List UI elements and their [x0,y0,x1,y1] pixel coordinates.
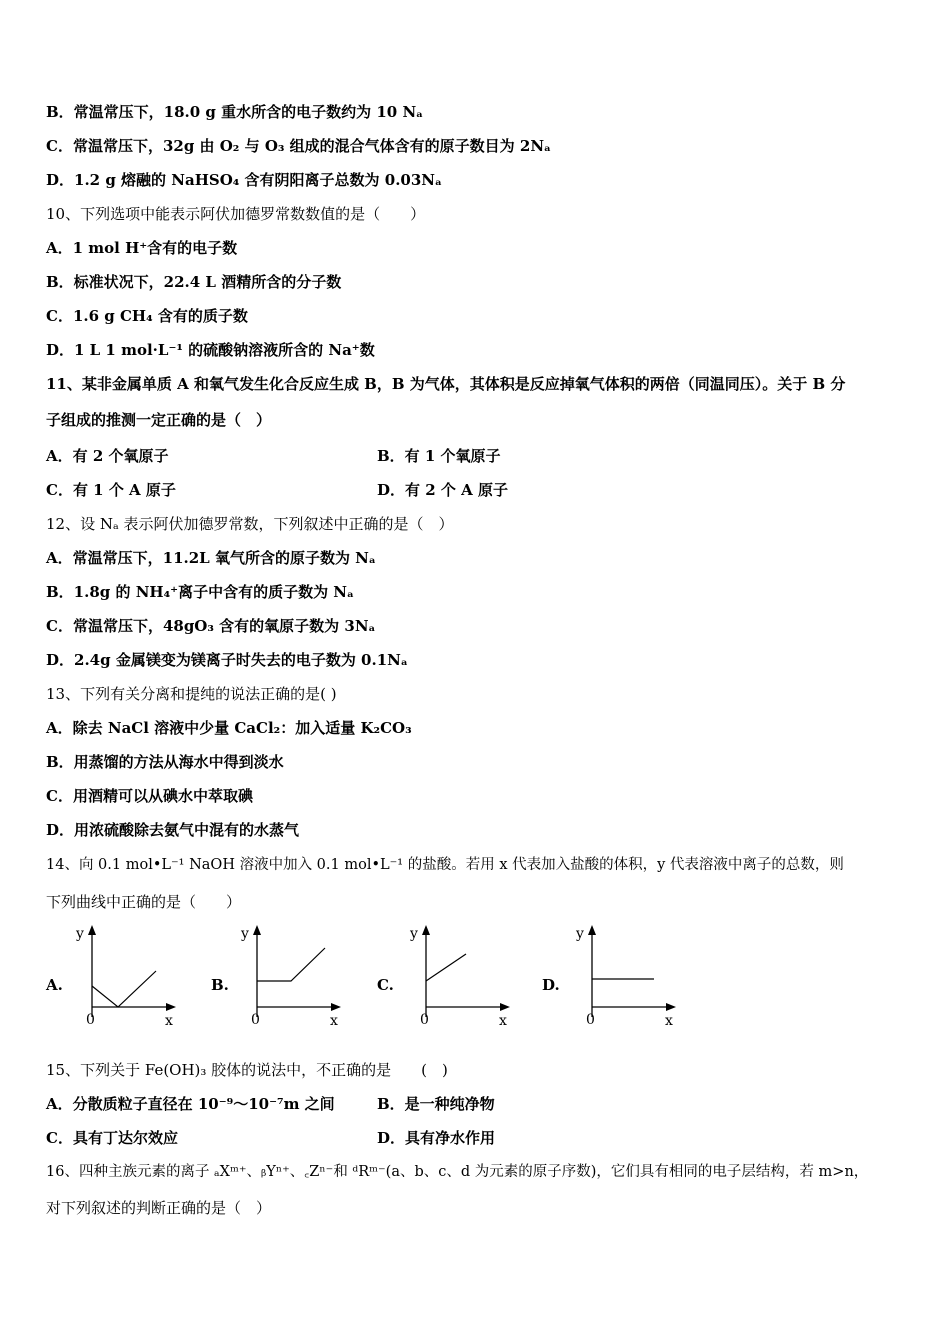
graph-d [570,922,700,1032]
q16-stem-line2: 对下列叙述的判断正确的是（ ） [46,1199,272,1217]
graph-a-label: A. [46,976,63,994]
q12-stem: 12、设 Nₐ 表示阿伏加德罗常数，下列叙述中正确的是（ ） [46,515,454,533]
q10-option-b: B．标准状况下，22.4 L 酒精所含的分子数 [46,273,342,291]
q13-option-c: C．用酒精可以从碘水中萃取碘 [46,787,253,805]
q10-stem: 10、下列选项中能表示阿伏加德罗常数数值的是（ ） [46,205,426,223]
graph-c-label: C. [377,976,394,994]
graph-b-origin: 0 [251,1012,260,1028]
q12-option-d: D．2.4g 金属镁变为镁离子时失去的电子数为 0.1Nₐ [46,651,408,669]
q11-stem-line1: 11、某非金属单质 A 和氧气发生化合反应生成 B，B 为气体，其体积是反应掉氧气体积的两倍（同温同压）。关于 B 分 [46,375,846,393]
graph-c-origin: 0 [420,1012,429,1028]
q14-stem-line2: 下列曲线中正确的是（ ） [46,893,242,911]
q9-option-c: C．常温常压下，32g 由 O₂ 与 O₃ 组成的混合气体含有的原子数目为 2Nₐ [46,137,552,155]
graph-b-y-label: y [241,926,249,942]
q11-option-b: B．有 1 个氧原子 [377,447,501,465]
q15-option-d: D．具有净水作用 [377,1129,496,1147]
q16-stem-line1: 16、四种主族元素的离子 ₐXᵐ⁺、ᵦYⁿ⁺、꜀Zⁿ⁻和 ᵈRᵐ⁻(a、b、c、d 为元素的原子序数)，它们具有相同的电子层结构，若 m>n， [46,1164,869,1180]
q9-option-d: D．1.2 g 熔融的 NaHSO₄ 含有阴阳离子总数为 0.03Nₐ [46,171,443,189]
graph-d-y-label: y [576,926,584,942]
graph-b-label: B. [211,976,229,994]
q15-option-c: C．具有丁达尔效应 [46,1129,178,1147]
q12-option-c: C．常温常压下，48gO₃ 含有的氧原子数为 3Nₐ [46,617,376,635]
q13-option-b: B．用蒸馏的方法从海水中得到淡水 [46,753,284,771]
q15-stem: 15、下列关于 Fe(OH)₃ 胶体的说法中，不正确的是 ( ) [46,1061,448,1079]
graph-a-y-label: y [76,926,84,942]
q10-option-c: C．1.6 g CH₄ 含有的质子数 [46,307,248,325]
graph-a-origin: 0 [86,1012,95,1028]
q9-option-b: B．常温常压下，18.0 g 重水所含的电子数约为 10 Nₐ [46,103,424,121]
graph-d-label: D. [542,976,560,994]
q13-option-a: A．除去 NaCl 溶液中少量 CaCl₂：加入适量 K₂CO₃ [46,719,412,737]
graph-a-x-label: x [165,1013,173,1029]
q10-option-a: A．1 mol H⁺含有的电子数 [46,239,238,257]
graph-d-origin: 0 [586,1012,595,1028]
q11-option-c: C．有 1 个 A 原子 [46,481,176,499]
q13-option-d: D．用浓硫酸除去氨气中混有的水蒸气 [46,821,300,839]
q15-option-b: B．是一种纯净物 [377,1095,495,1113]
q11-option-a: A．有 2 个氧原子 [46,447,169,465]
q12-option-a: A．常温常压下，11.2L 氧气所含的原子数为 Nₐ [46,549,376,567]
q15-option-a: A．分散质粒子直径在 10⁻⁹～10⁻⁷m 之间 [46,1095,335,1113]
q11-stem-line2: 子组成的推测一定正确的是（ ） [46,411,272,429]
q13-stem: 13、下列有关分离和提纯的说法正确的是( ) [46,685,337,703]
graph-c-x-label: x [499,1013,507,1029]
graph-c [404,922,534,1032]
graph-b-x-label: x [330,1013,338,1029]
graph-a [70,922,200,1032]
q11-option-d: D．有 2 个 A 原子 [377,481,508,499]
graph-c-y-label: y [410,926,418,942]
q10-option-d: D．1 L 1 mol·L⁻¹ 的硫酸钠溶液所含的 Na⁺数 [46,341,375,359]
q14-stem-line1: 14、向 0.1 mol•L⁻¹ NaOH 溶液中加入 0.1 mol•L⁻¹ 的盐酸。若用 x 代表加入盐酸的体积，y 代表溶液中离子的总数，则 [46,857,844,873]
graph-d-x-label: x [665,1013,673,1029]
graph-b [235,922,365,1032]
q12-option-b: B．1.8g 的 NH₄⁺离子中含有的质子数为 Nₐ [46,583,354,601]
